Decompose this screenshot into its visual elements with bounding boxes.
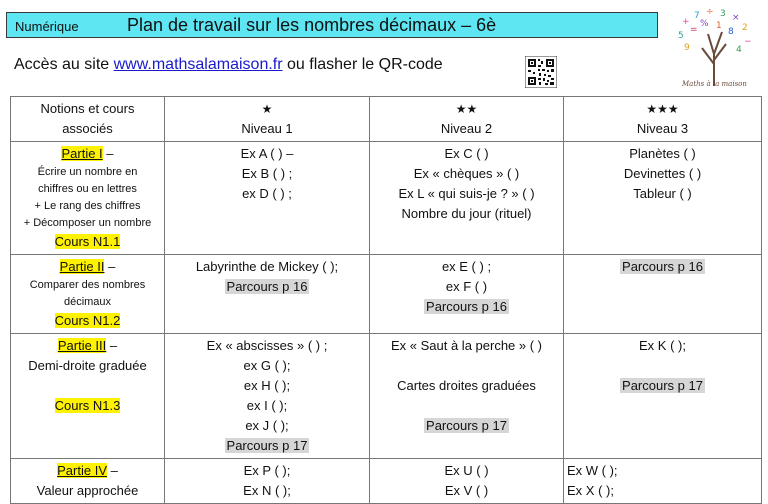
level-2-cell: Ex « Saut à la perche » ( ) Cartes droites graduées Parcours p 17 [370, 334, 564, 459]
level-2-cell: Ex C ( ) Ex « chèques » ( ) Ex L « qui suis-je ? » ( ) Nombre du jour (rituel) [370, 142, 564, 255]
level-3-cell [564, 255, 762, 334]
title-banner [6, 12, 658, 38]
star-icon: ★ [261, 102, 273, 116]
level-2-cell: ex E ( ) ; ex F ( ) Parcours p 16 [370, 255, 564, 334]
part-title: Partie IV [57, 463, 107, 478]
header-level-1: ★ Niveau 1 [165, 97, 370, 142]
notion-cell: Partie III – Demi-droite graduée Cours N1.3 [11, 334, 165, 459]
access-prefix: Accès au site [14, 56, 114, 73]
parcours-badge: Parcours p 17 [622, 378, 703, 393]
svg-text:1: 1 [716, 21, 722, 31]
header-level-3: ★★★ Niveau 3 [564, 97, 762, 142]
category-label: Numérique [15, 19, 79, 34]
level-1-cell: Labyrinthe de Mickey ( ); Parcours p 16 [165, 255, 370, 334]
level-3-cell: Ex W ( ); Ex X ( ); [564, 459, 762, 504]
parcours-badge: Parcours p 16 [426, 299, 507, 314]
star-icon: ★★ [455, 102, 478, 116]
svg-text:%: % [700, 19, 709, 29]
svg-text:−: − [744, 37, 752, 47]
svg-text:7: 7 [694, 11, 700, 21]
level-1-cell: Ex P ( ); Ex N ( ); [165, 459, 370, 504]
level-3-cell: Ex K ( ); Parcours p 17 [564, 334, 762, 459]
star-icon: ★★★ [646, 102, 679, 116]
course-label: Cours N1.1 [54, 234, 121, 249]
parcours-badge: Parcours p 16 [226, 279, 308, 294]
work-plan-table [10, 96, 762, 504]
svg-text:5: 5 [678, 31, 684, 41]
table-row [11, 255, 762, 334]
notion-cell: Partie IV – Valeur approchée [11, 459, 165, 504]
part-title: Partie I [61, 146, 103, 161]
level-1-cell: Ex « abscisses » ( ) ; ex G ( ); ex H ( ); ex I ( ); ex J ( ); Parcours p 17 [165, 334, 370, 459]
course-label: Cours N1.3 [54, 398, 121, 413]
qr-code-icon[interactable] [525, 56, 557, 88]
part-title: Partie III [57, 338, 107, 353]
parcours-badge: Parcours p 17 [426, 418, 507, 433]
access-suffix: ou flasher le QR-code [282, 56, 443, 73]
site-link[interactable]: www.mathsalamaison.fr [113, 56, 283, 73]
logo-text: Maths à la maison [682, 80, 747, 88]
table-row [11, 142, 762, 255]
parcours-badge: Parcours p 17 [226, 438, 308, 453]
access-line [14, 56, 443, 74]
header-notions: Notions et cours associés [11, 97, 165, 142]
svg-text:2: 2 [742, 23, 748, 33]
notion-cell: Partie I – Écrire un nombre en chiffres ou en lettres + Le rang des chiffres + Décomposer un nombre Cours N1.1 [11, 142, 165, 255]
level-3-cell: Planètes ( ) Devinettes ( ) Tableur ( ) [564, 142, 762, 255]
svg-text:8: 8 [728, 27, 734, 37]
svg-text:4: 4 [736, 45, 742, 55]
page-title: Plan de travail sur les nombres décimaux – 6è [127, 15, 497, 35]
header-level-2: ★★ Niveau 2 [370, 97, 564, 142]
svg-text:×: × [732, 13, 740, 23]
course-label: Cours N1.2 [54, 313, 121, 328]
svg-text:3: 3 [720, 9, 726, 19]
level-2-cell: Ex U ( ) Ex V ( ) [370, 459, 564, 504]
svg-text:=: = [690, 25, 698, 35]
table-row [11, 459, 762, 504]
table-header-row [11, 97, 762, 142]
svg-text:9: 9 [684, 43, 690, 53]
tree-logo-icon [664, 4, 764, 90]
svg-text:÷: ÷ [706, 7, 714, 17]
part-title: Partie II [59, 259, 105, 274]
notion-cell: Partie II – Comparer des nombres décimaux Cours N1.2 [11, 255, 165, 334]
svg-text:+: + [682, 17, 690, 27]
parcours-badge: Parcours p 16 [622, 259, 703, 274]
level-1-cell: Ex A ( ) – Ex B ( ) ; ex D ( ) ; [165, 142, 370, 255]
table-row [11, 334, 762, 459]
